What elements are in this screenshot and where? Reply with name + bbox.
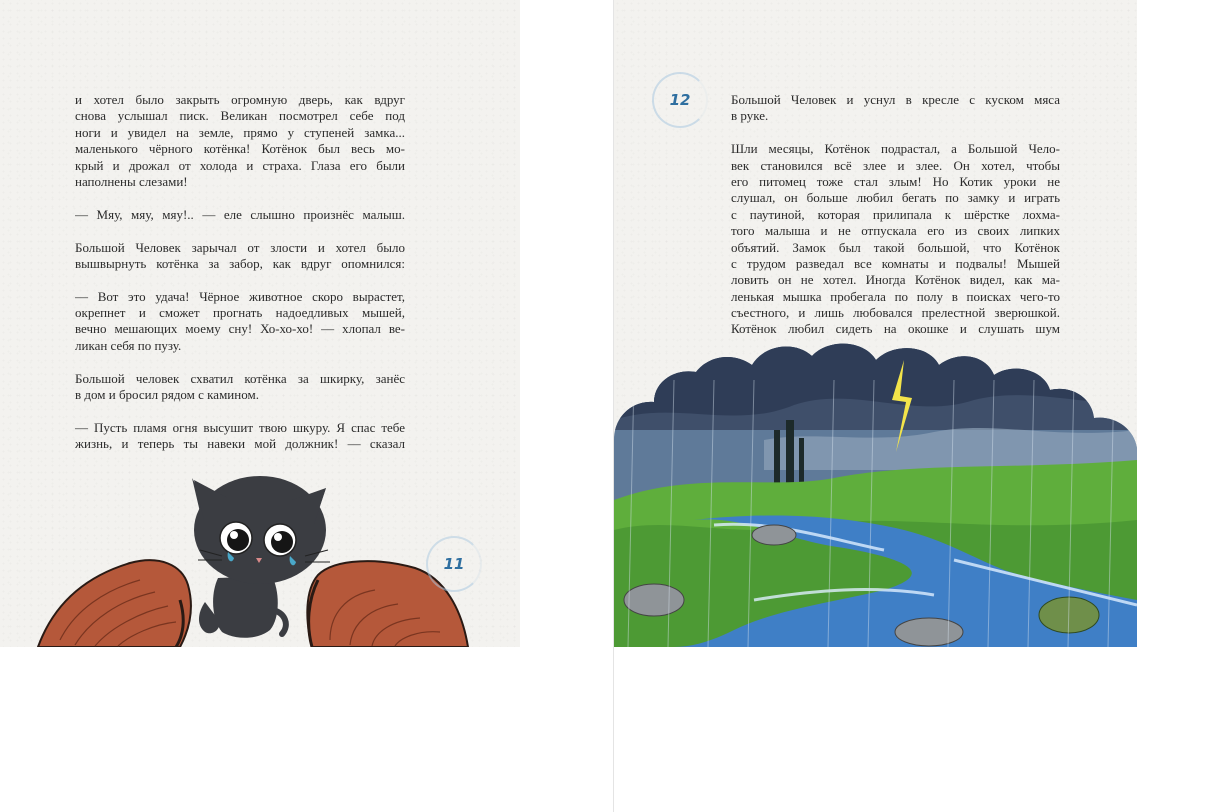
- text-line: с паутиной, которая прилипала к шёрстке лохма-: [731, 206, 1060, 222]
- text-line: ловить он не хотел. Иногда Котёнок видел, как ма-: [731, 272, 1060, 288]
- paragraph-gap: [75, 190, 405, 206]
- text-line: ноги и увидел на земле, прямо у ступеней замка...: [75, 124, 405, 140]
- text-line: — Пусть пламя огня высушит твою шкуру. Я спас тебе: [75, 419, 405, 435]
- text-line: век становился всё злее и злее. Он хотел, чтобы: [731, 157, 1060, 173]
- text-line: — Вот это удача! Чёрное животное скоро вырастет,: [75, 288, 405, 304]
- text-line: с трудом разведал все комнаты и подвалы! Мышей: [731, 255, 1060, 271]
- text-line: Котёнок любил сидеть на окошке и слушать шум: [731, 321, 1060, 337]
- text-line: вышвырнуть котёнка за забор, как вдруг опомнился:: [75, 255, 405, 271]
- paragraph-gap: [75, 403, 405, 419]
- page-number-left-label: 11: [443, 555, 465, 573]
- paragraph-gap: [75, 354, 405, 370]
- text-line: — Мяу, мяу, мяу!.. — еле слышно произнёс малыш.: [75, 206, 405, 222]
- paragraph-gap: [731, 125, 1060, 141]
- text-line: маленького чёрного котёнка! Котёнок был весь мо-: [75, 141, 405, 157]
- text-line: Большой человек схватил котёнка за шкирку, занёс: [75, 370, 405, 386]
- storm-scene: [614, 340, 1137, 647]
- text-line: того малыша и не отпускала его из своих липких: [731, 223, 1060, 239]
- text-line: и хотел было закрыть огромную дверь, как вдруг: [75, 92, 405, 107]
- text-line: окрепнет и сможет прогнать надоедливых мышей,: [75, 305, 405, 321]
- text-line: вечно мешающих моему сну! Хо-хо-хо! — хлопал ве-: [75, 321, 405, 337]
- left-page-text: [75, 92, 405, 453]
- paragraph-gap: [75, 223, 405, 239]
- left-log: [38, 560, 191, 647]
- paragraph-gap: [75, 272, 405, 288]
- page-number-right: [652, 72, 708, 128]
- page-number-left: [426, 536, 482, 592]
- text-line: жизнь, и теперь ты навеки мой должник! — сказал: [75, 436, 405, 452]
- text-line: Большой Человек и уснул в кресле с куском мяса: [731, 92, 1060, 107]
- text-line: Шли месяцы, Котёнок подрастал, а Большой Чело-: [731, 141, 1060, 157]
- text-line: в руке.: [731, 108, 769, 124]
- text-line: Большой Человек зарычал от злости и хотел было: [75, 239, 405, 255]
- text-line: съестного, и лишь любовался прелестной зверюшкой.: [731, 305, 1060, 321]
- page-number-right-label: 12: [669, 91, 691, 109]
- text-line: снова услышал писк. Великан посмотрел себе под: [75, 108, 405, 124]
- text-line: наполнены слезами!: [75, 173, 188, 189]
- text-line: слушал, он больше любил бегать по замку и играть: [731, 190, 1060, 206]
- text-line: его питомец тоже стал злым! Но Котик уроки не: [731, 173, 1060, 189]
- right-page-text: [731, 92, 1060, 338]
- text-line: в дом и бросил рядом с камином.: [75, 387, 259, 403]
- text-line: крый и дрожал от холода и страха. Глаза его были: [75, 157, 405, 173]
- text-line: ленькая мышка пробегала по полу в поисках чего-то: [731, 288, 1060, 304]
- text-line: ликан себя по пузу.: [75, 337, 182, 353]
- text-line: объятий. Замок был такой большой, что Котёнок: [731, 239, 1060, 255]
